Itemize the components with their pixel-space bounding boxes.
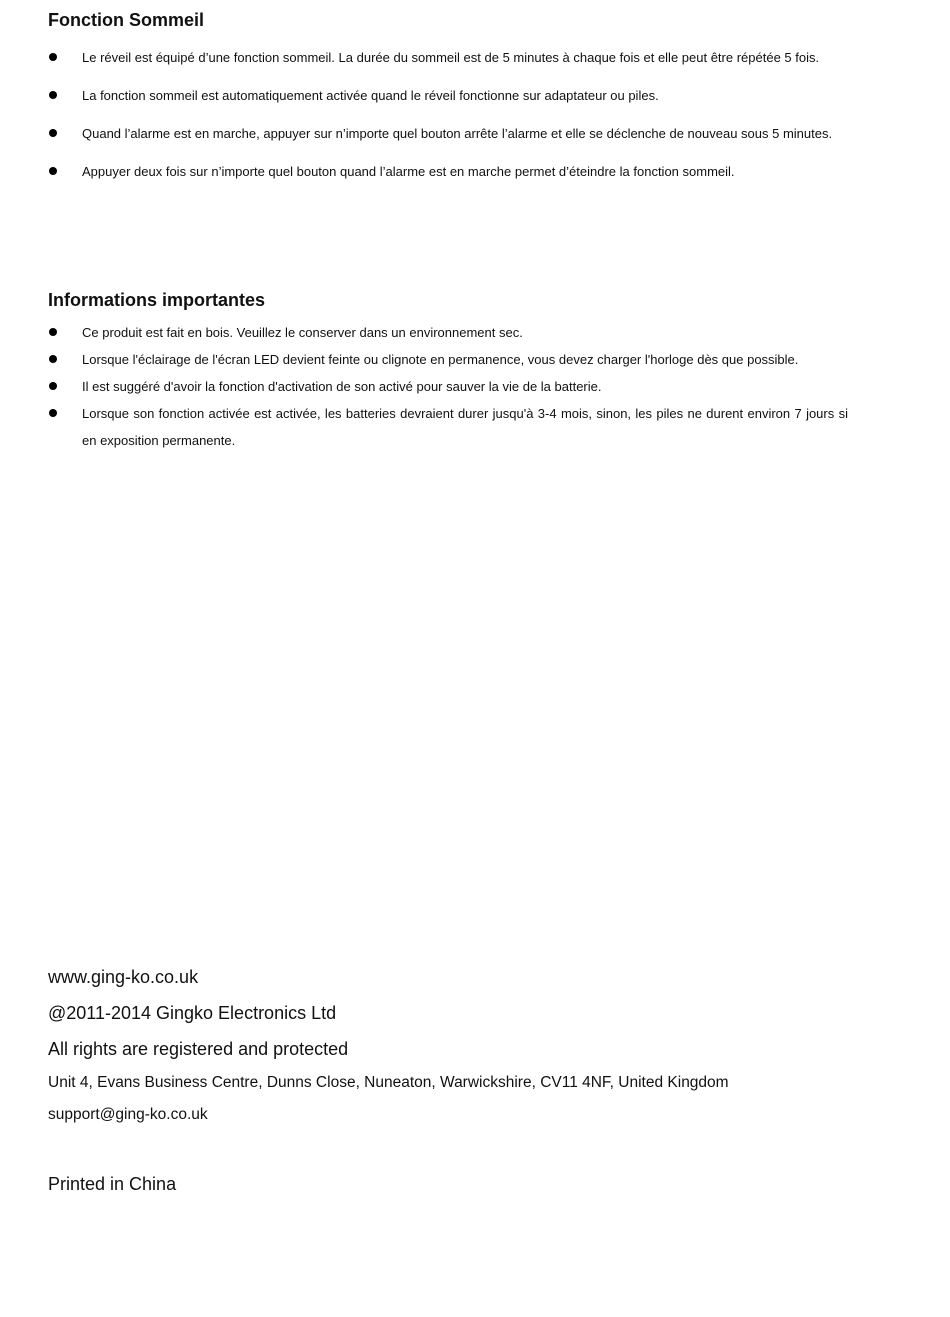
printed-in-text: Printed in China xyxy=(48,1174,177,1194)
copyright-text: @2011-2014 Gingko Electronics Ltd xyxy=(48,1003,337,1023)
bullet-icon xyxy=(49,355,57,363)
info-section-title: Informations importantes xyxy=(48,290,266,310)
list-item-text: Il est suggéré d'avoir la fonction d'activation de son activé pour sauver la vie de la batterie. xyxy=(82,379,602,394)
website-link[interactable]: www.ging-ko.co.uk xyxy=(48,967,199,987)
info-bullet-list xyxy=(48,319,848,454)
bullet-icon xyxy=(49,167,57,175)
rights-text: All rights are registered and protected xyxy=(48,1039,349,1059)
bullet-icon xyxy=(49,328,57,336)
list-item xyxy=(48,346,848,373)
list-item-text: La fonction sommeil est automatiquement activée quand le réveil fonctionne sur adaptateur ou piles. xyxy=(82,88,659,103)
list-item-text: Quand l’alarme est en marche, appuyer sur n’importe quel bouton arrête l’alarme et elle se déclenche de nouveau sous 5 minutes. xyxy=(82,126,833,141)
list-item xyxy=(48,44,848,71)
bullet-icon xyxy=(49,382,57,390)
list-item-text: Le réveil est équipé d’une fonction sommeil. La durée du sommeil est de 5 minutes à chaque fois et elle peut être répétée 5 fois. xyxy=(82,50,820,65)
list-item xyxy=(48,373,848,400)
list-item xyxy=(48,319,848,346)
list-item xyxy=(48,400,848,454)
bullet-icon xyxy=(49,129,57,137)
bullet-icon xyxy=(49,53,57,61)
support-email-link[interactable]: support@ging-ko.co.uk xyxy=(48,1106,208,1123)
list-item xyxy=(48,120,942,147)
list-item xyxy=(48,158,848,185)
sleep-bullet-list xyxy=(48,44,848,185)
list-item-text: Ce produit est fait en bois. Veuillez le conserver dans un environnement sec. xyxy=(82,325,523,340)
sleep-section-title: Fonction Sommeil xyxy=(48,10,205,30)
list-item-text: Lorsque l'éclairage de l'écran LED devient feinte ou clignote en permanence, vous devez charger l'horloge dès que possible. xyxy=(82,352,799,367)
bullet-icon xyxy=(49,91,57,99)
bullet-icon xyxy=(49,409,57,417)
address-text: Unit 4, Evans Business Centre, Dunns Close, Nuneaton, Warwickshire, CV11 4NF, United Kingdom xyxy=(48,1074,729,1091)
list-item-text: Lorsque son fonction activée est activée, les batteries devraient durer jusqu'à 3-4 mois, sinon, les piles ne durent environ 7 jours si en exposition permanente. xyxy=(82,406,848,448)
list-item-text: Appuyer deux fois sur n’importe quel bouton quand l’alarme est en marche permet d’éteindre la fonction sommeil. xyxy=(82,164,735,179)
list-item xyxy=(48,82,848,109)
